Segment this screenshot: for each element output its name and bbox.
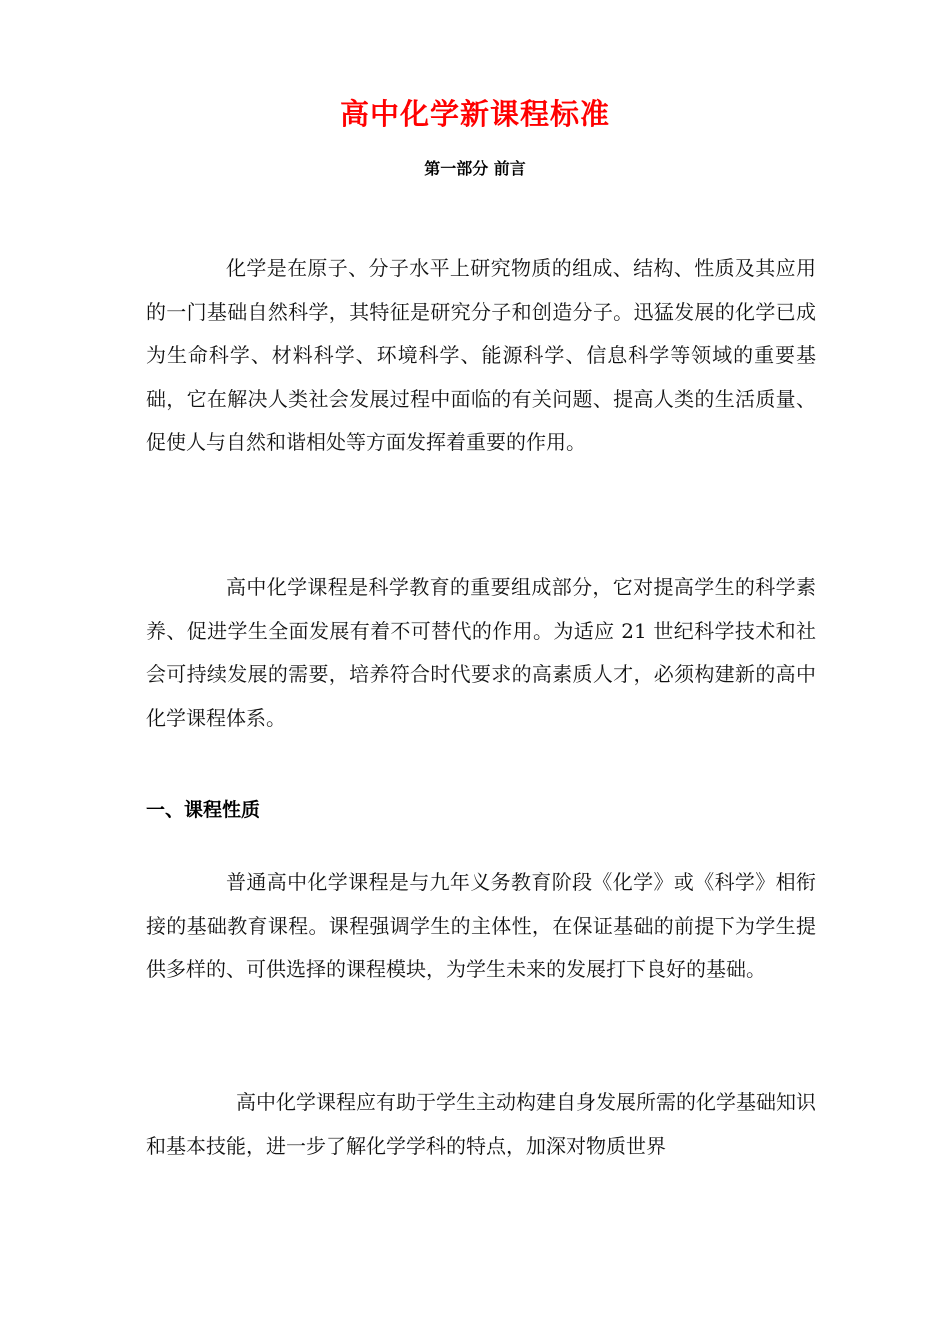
document-title: 高中化学新课程标准 (339, 97, 610, 131)
section-heading-course-nature: 一、课程性质 (146, 799, 261, 821)
paragraph-intro-2: 高中化学课程是科学教育的重要组成部分，它对提高学生的科学素养、促进学生全面发展有着不可替代的作用。为适应 21 世纪科学技术和社会可持续发展的需要，培养符合时代要求的高素质人才，必须构建新的高中化学课程体系。 (146, 575, 816, 730)
paragraph-course-nature-1: 普通高中化学课程是与九年义务教育阶段《化学》或《科学》相衔接的基础教育课程。课程强调学生的主体性，在保证基础的前提下为学生提供多样的、可供选择的课程模块，为学生未来的发展打下良好的基础。 (146, 870, 816, 981)
paragraph-intro-1: 化学是在原子、分子水平上研究物质的组成、结构、性质及其应用的一门基础自然科学，其特征是研究分子和创造分子。迅猛发展的化学已成为生命科学、材料科学、环境科学、能源科学、信息科学等领域的重要基础，它在解决人类社会发展过程中面临的有关问题、提高人类的生活质量、促使人与自然和谐相处等方面发挥着重要的作用。 (146, 256, 816, 454)
document-subtitle: 第一部分 前言 (424, 159, 526, 178)
paragraph-course-nature-2: 高中化学课程应有助于学生主动构建自身发展所需的化学基础知识和基本技能，进一步了解化学学科的特点，加深对物质世界 (146, 1090, 816, 1158)
